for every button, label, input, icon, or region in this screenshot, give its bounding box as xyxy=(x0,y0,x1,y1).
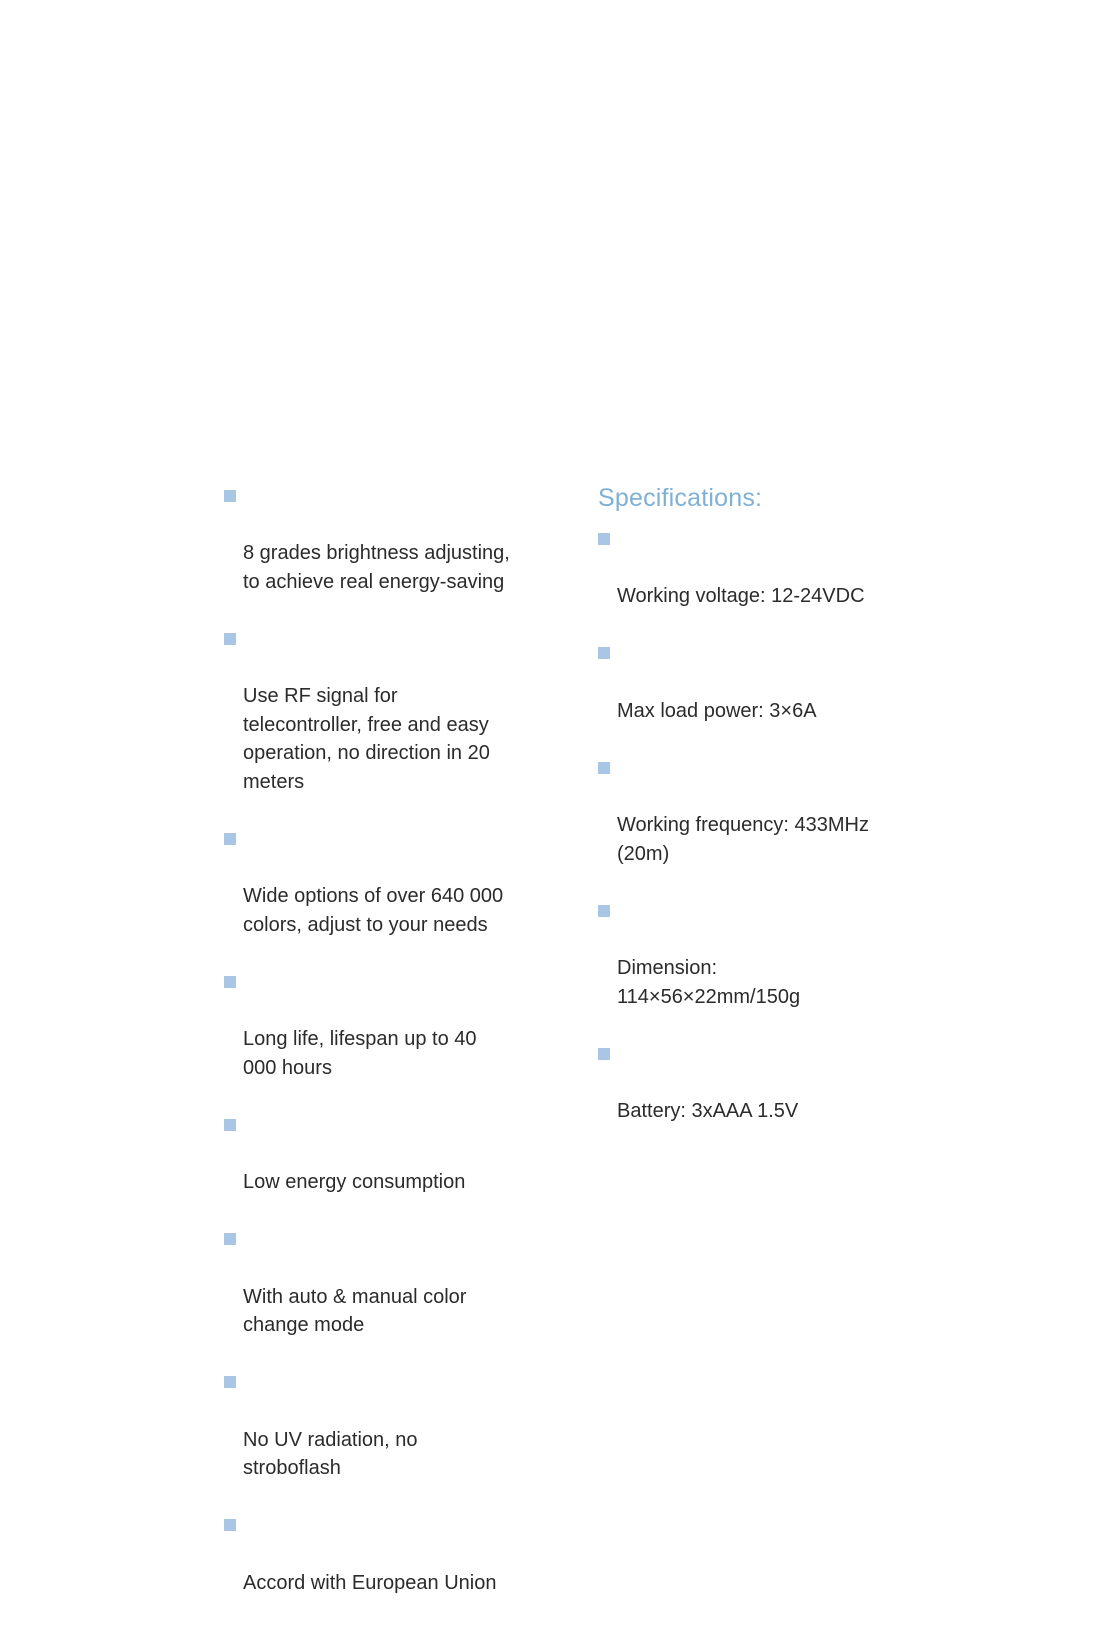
list-item xyxy=(598,639,918,753)
specifications-list xyxy=(598,525,918,1154)
list-item xyxy=(224,968,554,1111)
list-item-text: Battery: 3xAAA 1.5V xyxy=(617,1099,799,1122)
list-item-text: Use RF signal for telecontroller, free and easy operation, no direction in 20 meters xyxy=(243,685,490,793)
list-item xyxy=(598,525,918,639)
list-item xyxy=(598,897,918,1040)
square-bullet-icon xyxy=(598,533,610,545)
square-bullet-icon xyxy=(224,1233,236,1245)
list-item xyxy=(598,754,918,897)
square-bullet-icon xyxy=(224,833,236,845)
features-list xyxy=(224,482,554,1626)
list-item-text: Low energy consumption xyxy=(243,1171,466,1194)
list-item xyxy=(224,625,554,825)
list-item xyxy=(598,1040,918,1154)
square-bullet-icon xyxy=(598,905,610,917)
list-item-text: Accord with European Union xyxy=(243,1571,497,1594)
square-bullet-icon xyxy=(224,976,236,988)
features-column xyxy=(224,482,554,1626)
list-item xyxy=(224,1511,554,1625)
square-bullet-icon xyxy=(598,762,610,774)
square-bullet-icon xyxy=(224,1376,236,1388)
list-item xyxy=(224,1225,554,1368)
list-item-text: With auto & manual color change mode xyxy=(243,1285,467,1337)
specifications-heading: Specifications: xyxy=(598,484,763,512)
square-bullet-icon xyxy=(224,633,236,645)
list-item-text: Dimension: 114×56×22mm/150g xyxy=(617,956,801,1008)
list-item-text: Max load power: 3×6A xyxy=(617,699,817,722)
square-bullet-icon xyxy=(598,1048,610,1060)
list-item-text: Wide options of over 640 000 colors, adjust to your needs xyxy=(243,885,504,936)
square-bullet-icon xyxy=(224,1119,236,1131)
list-item xyxy=(224,1368,554,1511)
list-item xyxy=(224,1111,554,1225)
list-item-text: Long life, lifespan up to 40 000 hours xyxy=(243,1028,477,1079)
square-bullet-icon xyxy=(224,490,236,502)
list-item xyxy=(224,482,554,625)
list-item-text: Working frequency: 433MHz (20m) xyxy=(617,813,869,865)
specifications-column xyxy=(598,482,918,1154)
list-item-text: No UV radiation, no stroboflash xyxy=(243,1428,418,1480)
list-item-text: 8 grades brightness adjusting, to achieve real energy-saving xyxy=(243,542,510,593)
square-bullet-icon xyxy=(598,647,610,659)
square-bullet-icon xyxy=(224,1519,236,1531)
list-item xyxy=(224,825,554,968)
list-item-text: Working voltage: 12-24VDC xyxy=(617,585,865,608)
